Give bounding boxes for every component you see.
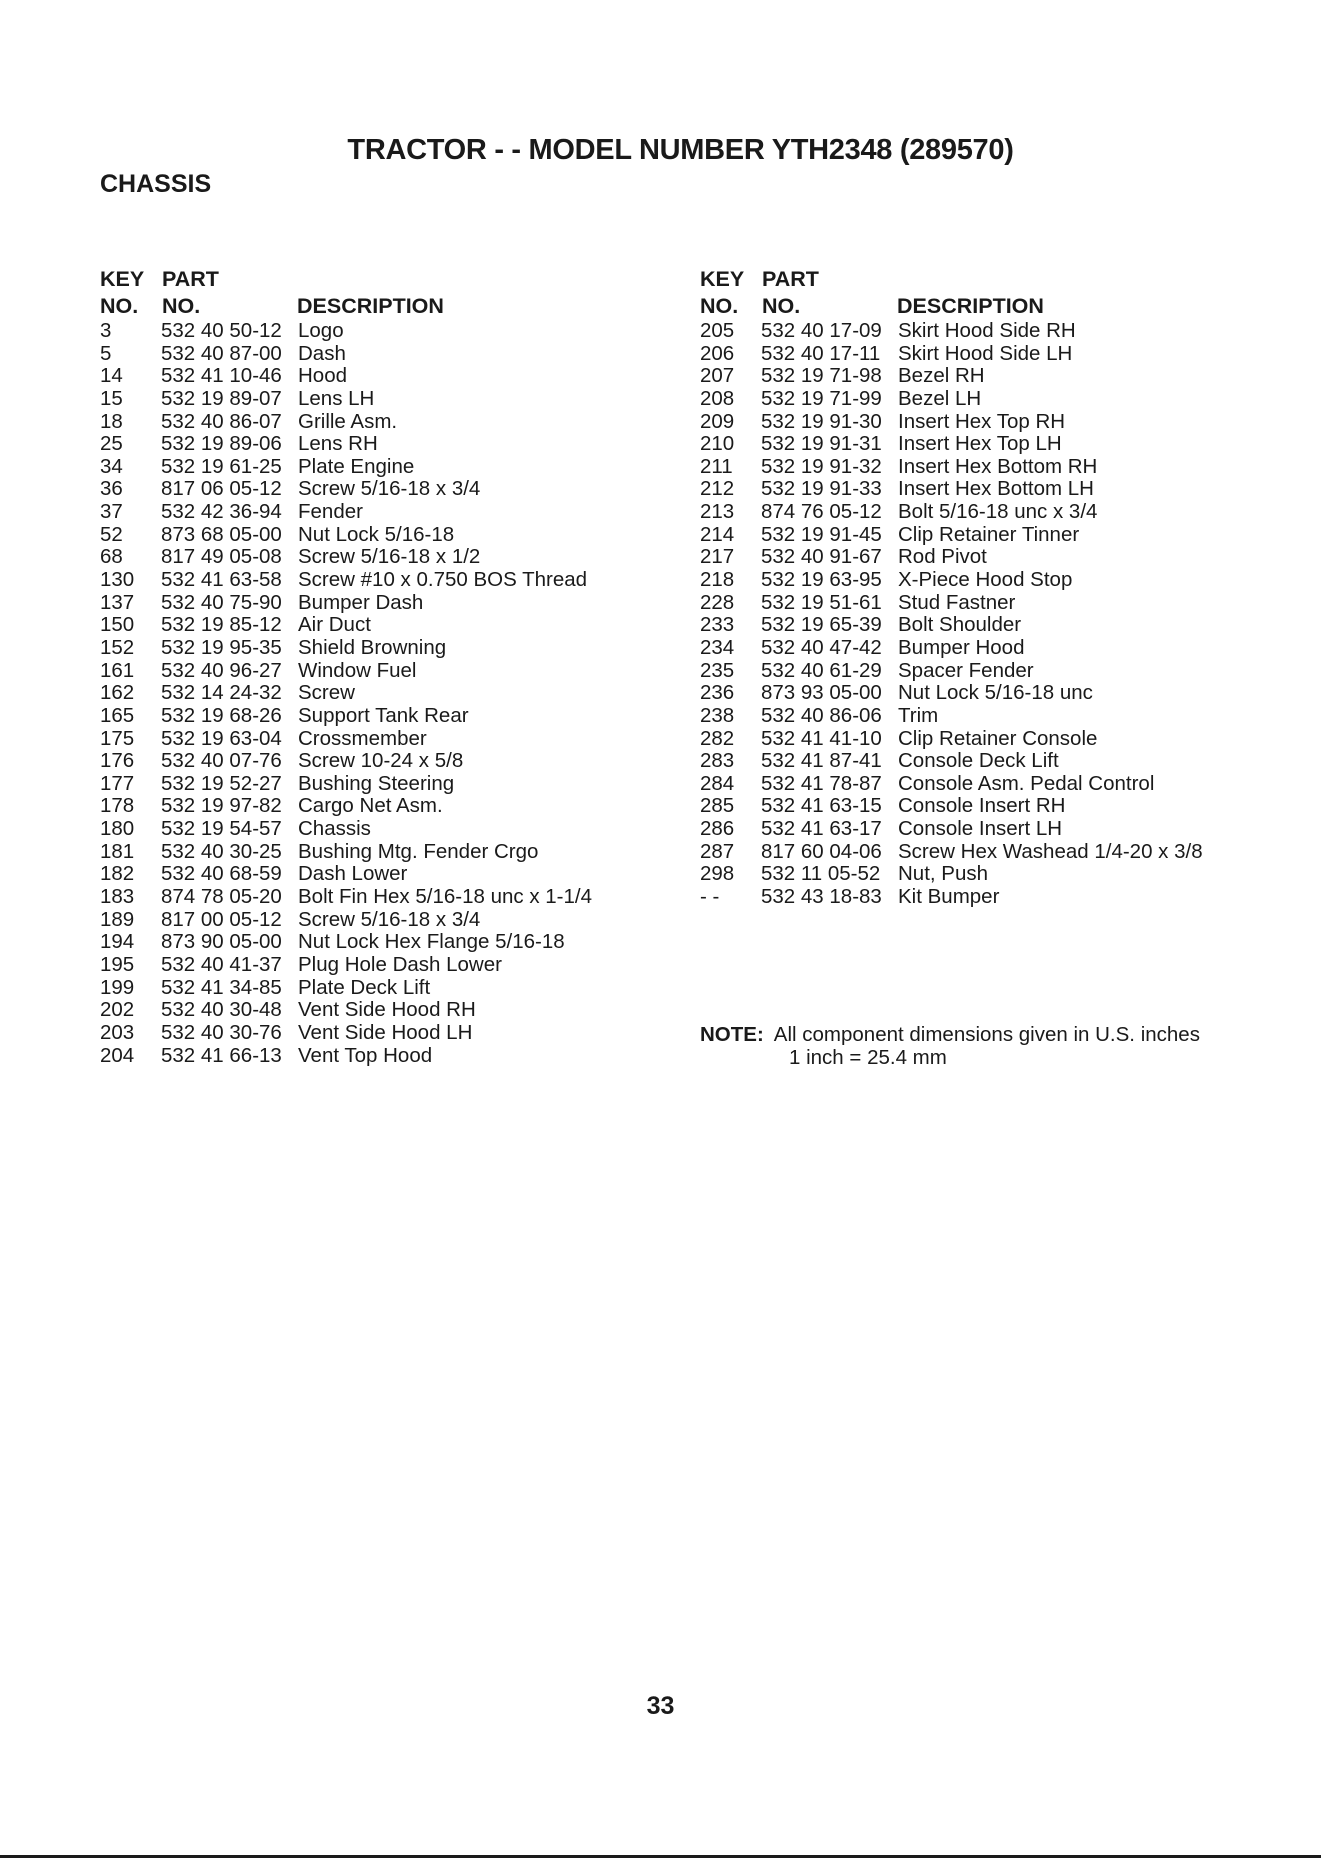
part-number: 532 40 87-00 bbox=[161, 341, 282, 365]
table-row bbox=[700, 886, 1203, 909]
part-description: Hood bbox=[298, 364, 348, 388]
table-row bbox=[100, 411, 592, 434]
part-description: Insert Hex Bottom RH bbox=[898, 454, 1098, 478]
key-number: 175 bbox=[100, 726, 135, 750]
key-number: 213 bbox=[700, 500, 735, 524]
part-number: 532 19 51-61 bbox=[761, 590, 882, 614]
part-description: Console Insert LH bbox=[898, 817, 1063, 841]
table-row bbox=[100, 705, 592, 728]
table-row bbox=[100, 841, 592, 864]
part-number: 532 40 30-25 bbox=[161, 839, 282, 863]
part-description: Bumper Dash bbox=[298, 590, 424, 614]
key-number: 194 bbox=[100, 930, 135, 954]
header-key-line2: NO. bbox=[100, 294, 139, 318]
key-number: 217 bbox=[700, 545, 735, 569]
table-row bbox=[100, 728, 592, 751]
part-number: 532 40 91-67 bbox=[761, 545, 882, 569]
table-row bbox=[700, 728, 1203, 751]
key-number: 68 bbox=[100, 545, 123, 569]
table-row bbox=[700, 773, 1203, 796]
table-row bbox=[100, 592, 592, 615]
key-number: 37 bbox=[100, 500, 123, 524]
key-number: 238 bbox=[700, 703, 735, 727]
key-number: 205 bbox=[700, 319, 735, 342]
table-row bbox=[100, 1045, 592, 1068]
part-number: 532 19 63-04 bbox=[161, 726, 282, 750]
part-description: Screw 5/16-18 x 3/4 bbox=[298, 477, 481, 501]
key-number: - - bbox=[700, 885, 720, 909]
table-row bbox=[100, 433, 592, 456]
table-row bbox=[700, 818, 1203, 841]
part-number: 817 00 05-12 bbox=[161, 907, 282, 931]
part-number: 532 41 41-10 bbox=[761, 726, 882, 750]
part-description: Bezel RH bbox=[898, 364, 985, 388]
table-row bbox=[100, 954, 592, 977]
key-number: 14 bbox=[100, 364, 123, 388]
part-description: Bushing Mtg. Fender Crgo bbox=[298, 839, 539, 863]
part-number: 532 19 91-31 bbox=[761, 432, 882, 456]
part-number: 532 40 17-11 bbox=[761, 341, 881, 365]
part-description: Chassis bbox=[298, 817, 371, 841]
table-row bbox=[700, 841, 1203, 864]
part-number: 532 41 34-85 bbox=[161, 975, 282, 999]
part-description: Clip Retainer Console bbox=[898, 726, 1098, 750]
key-number: 137 bbox=[100, 590, 135, 614]
part-description: Console Insert RH bbox=[898, 794, 1066, 818]
part-number: 817 06 05-12 bbox=[161, 477, 282, 501]
part-description: Spacer Fender bbox=[898, 658, 1034, 682]
part-number: 532 19 63-95 bbox=[761, 568, 882, 592]
part-description: Crossmember bbox=[298, 726, 427, 750]
header-key-line1: KEY bbox=[100, 267, 145, 291]
key-number: 178 bbox=[100, 794, 135, 818]
part-number: 532 19 97-82 bbox=[161, 794, 282, 818]
table-row bbox=[100, 999, 592, 1022]
key-number: 203 bbox=[100, 1020, 135, 1044]
key-number: 152 bbox=[100, 635, 135, 659]
parts-table-right bbox=[700, 266, 1203, 909]
note-label: NOTE: bbox=[700, 1023, 764, 1046]
part-number: 532 41 63-15 bbox=[761, 794, 882, 818]
table-row bbox=[700, 320, 1203, 343]
part-number: 532 41 87-41 bbox=[761, 749, 882, 773]
table-row bbox=[100, 388, 592, 411]
part-number: 532 19 91-33 bbox=[761, 477, 882, 501]
part-number: 532 41 10-46 bbox=[161, 364, 282, 388]
part-number: 532 40 17-09 bbox=[761, 319, 882, 342]
table-row bbox=[100, 660, 592, 683]
part-number: 532 43 18-83 bbox=[761, 885, 882, 909]
table-row bbox=[700, 343, 1203, 366]
table-row bbox=[700, 524, 1203, 547]
header-part-line2: NO. bbox=[762, 294, 801, 318]
note-line2: 1 inch = 25.4 mm bbox=[789, 1045, 947, 1069]
part-number: 532 40 75-90 bbox=[161, 590, 282, 614]
part-number: 532 19 71-98 bbox=[761, 364, 882, 388]
key-number: 208 bbox=[700, 386, 735, 410]
header-key-line1: KEY bbox=[700, 267, 745, 291]
table-row bbox=[700, 433, 1203, 456]
part-number: 532 19 65-39 bbox=[761, 613, 882, 637]
part-number: 532 40 41-37 bbox=[161, 952, 282, 976]
part-description: Air Duct bbox=[298, 613, 371, 637]
part-description: Trim bbox=[898, 703, 939, 727]
part-description: Bolt Fin Hex 5/16-18 unc x 1-1/4 bbox=[298, 885, 592, 909]
table-header bbox=[700, 266, 1203, 320]
part-description: Screw bbox=[298, 681, 355, 705]
key-number: 202 bbox=[100, 998, 135, 1022]
part-number: 532 40 30-76 bbox=[161, 1020, 282, 1044]
part-number: 532 14 24-32 bbox=[161, 681, 282, 705]
key-number: 161 bbox=[100, 658, 135, 682]
part-description: Insert Hex Top RH bbox=[898, 409, 1066, 433]
part-number: 532 40 50-12 bbox=[161, 319, 282, 342]
table-row bbox=[100, 773, 592, 796]
key-number: 183 bbox=[100, 885, 135, 909]
table-row bbox=[700, 660, 1203, 683]
part-number: 817 49 05-08 bbox=[161, 545, 282, 569]
part-description: Bolt 5/16-18 unc x 3/4 bbox=[898, 500, 1098, 524]
table-row bbox=[100, 1022, 592, 1045]
table-row bbox=[100, 909, 592, 932]
part-description: Nut Lock 5/16-18 bbox=[298, 522, 455, 546]
table-row bbox=[700, 795, 1203, 818]
key-number: 286 bbox=[700, 817, 735, 841]
part-number: 532 19 71-99 bbox=[761, 386, 882, 410]
table-row bbox=[100, 569, 592, 592]
part-description: Bumper Hood bbox=[898, 635, 1025, 659]
section-title: CHASSIS bbox=[100, 170, 212, 198]
part-description: Lens RH bbox=[298, 432, 378, 456]
part-description: Support Tank Rear bbox=[298, 703, 469, 727]
key-number: 199 bbox=[100, 975, 135, 999]
part-description: Bezel LH bbox=[898, 386, 982, 410]
key-number: 282 bbox=[700, 726, 735, 750]
part-description: Insert Hex Bottom LH bbox=[898, 477, 1094, 501]
table-row bbox=[100, 886, 592, 909]
part-number: 532 19 95-35 bbox=[161, 635, 282, 659]
part-description: Plate Deck Lift bbox=[298, 975, 431, 999]
part-number: 874 78 05-20 bbox=[161, 885, 282, 909]
part-number: 532 40 61-29 bbox=[761, 658, 882, 682]
part-number: 532 19 89-07 bbox=[161, 386, 282, 410]
table-row bbox=[100, 501, 592, 524]
table-row bbox=[100, 795, 592, 818]
table-row bbox=[100, 750, 592, 773]
part-number: 532 40 86-07 bbox=[161, 409, 282, 433]
part-description: Skirt Hood Side LH bbox=[898, 341, 1073, 365]
part-description: Fender bbox=[298, 500, 363, 524]
table-header bbox=[100, 266, 592, 320]
table-row bbox=[700, 456, 1203, 479]
table-body bbox=[700, 320, 1203, 909]
table-row bbox=[100, 524, 592, 547]
table-row bbox=[100, 546, 592, 569]
part-number: 532 19 61-25 bbox=[161, 454, 282, 478]
part-description: Shield Browning bbox=[298, 635, 447, 659]
part-description: Plug Hole Dash Lower bbox=[298, 952, 502, 976]
key-number: 3 bbox=[100, 319, 112, 342]
header-key-line2: NO. bbox=[700, 294, 739, 318]
part-number: 532 40 96-27 bbox=[161, 658, 282, 682]
part-number: 532 19 89-06 bbox=[161, 432, 282, 456]
part-description: Lens LH bbox=[298, 386, 375, 410]
part-number: 532 19 54-57 bbox=[161, 817, 282, 841]
key-number: 15 bbox=[100, 386, 123, 410]
table-row bbox=[700, 863, 1203, 886]
table-row bbox=[100, 818, 592, 841]
part-description: Stud Fastner bbox=[898, 590, 1016, 614]
part-description: Dash bbox=[298, 341, 346, 365]
note-line1 bbox=[700, 1024, 1200, 1047]
part-number: 532 41 66-13 bbox=[161, 1043, 282, 1067]
key-number: 228 bbox=[700, 590, 735, 614]
part-description: Bolt Shoulder bbox=[898, 613, 1022, 637]
part-number: 873 90 05-00 bbox=[161, 930, 282, 954]
header-part-line1: PART bbox=[762, 267, 819, 291]
table-row bbox=[100, 456, 592, 479]
part-description: Screw 10-24 x 5/8 bbox=[298, 749, 464, 773]
table-body bbox=[100, 320, 592, 1067]
bottom-rule bbox=[0, 1855, 1321, 1858]
part-number: 532 19 52-27 bbox=[161, 771, 282, 795]
part-number: 532 19 91-45 bbox=[761, 522, 882, 546]
part-number: 817 60 04-06 bbox=[761, 839, 882, 863]
table-row bbox=[700, 614, 1203, 637]
key-number: 177 bbox=[100, 771, 135, 795]
part-number: 532 11 05-52 bbox=[761, 862, 881, 886]
part-number: 532 41 63-17 bbox=[761, 817, 882, 841]
key-number: 36 bbox=[100, 477, 123, 501]
part-description: Screw Hex Washead 1/4-20 x 3/8 bbox=[898, 839, 1203, 863]
part-description: Screw 5/16-18 x 3/4 bbox=[298, 907, 481, 931]
table-row bbox=[100, 863, 592, 886]
part-number: 532 19 68-26 bbox=[161, 703, 282, 727]
part-number: 532 19 85-12 bbox=[161, 613, 282, 637]
key-number: 176 bbox=[100, 749, 135, 773]
part-number: 532 40 07-76 bbox=[161, 749, 282, 773]
part-description: Clip Retainer Tinner bbox=[898, 522, 1080, 546]
part-number: 532 40 47-42 bbox=[761, 635, 882, 659]
part-description: Skirt Hood Side RH bbox=[898, 319, 1076, 342]
part-number: 532 19 91-30 bbox=[761, 409, 882, 433]
table-row bbox=[700, 478, 1203, 501]
part-number: 532 41 63-58 bbox=[161, 568, 282, 592]
table-row bbox=[700, 388, 1203, 411]
part-description: Grille Asm. bbox=[298, 409, 398, 433]
key-number: 130 bbox=[100, 568, 135, 592]
part-description: Insert Hex Top LH bbox=[898, 432, 1062, 456]
page-title: TRACTOR - - MODEL NUMBER YTH2348 (289570) bbox=[347, 134, 1014, 166]
part-number: 532 41 78-87 bbox=[761, 771, 882, 795]
key-number: 236 bbox=[700, 681, 735, 705]
part-number: 532 40 68-59 bbox=[161, 862, 282, 886]
key-number: 25 bbox=[100, 432, 123, 456]
key-number: 211 bbox=[700, 454, 733, 478]
part-description: Screw #10 x 0.750 BOS Thread bbox=[298, 568, 588, 592]
part-description: Plate Engine bbox=[298, 454, 415, 478]
table-row bbox=[100, 614, 592, 637]
header-part-line1: PART bbox=[162, 267, 219, 291]
table-row bbox=[700, 546, 1203, 569]
part-description: X-Piece Hood Stop bbox=[898, 568, 1073, 592]
table-row bbox=[700, 592, 1203, 615]
note bbox=[700, 1024, 1200, 1069]
key-number: 180 bbox=[100, 817, 135, 841]
table-row bbox=[700, 750, 1203, 773]
key-number: 212 bbox=[700, 477, 735, 501]
key-number: 284 bbox=[700, 771, 735, 795]
table-row bbox=[700, 637, 1203, 660]
part-description: Nut, Push bbox=[898, 862, 989, 886]
table-row bbox=[700, 705, 1203, 728]
table-row bbox=[700, 682, 1203, 705]
key-number: 235 bbox=[700, 658, 735, 682]
key-number: 162 bbox=[100, 681, 135, 705]
part-description: Bushing Steering bbox=[298, 771, 455, 795]
table-row bbox=[100, 931, 592, 954]
part-description: Vent Top Hood bbox=[298, 1043, 433, 1067]
part-number: 532 40 86-06 bbox=[761, 703, 882, 727]
key-number: 34 bbox=[100, 454, 123, 478]
part-description: Kit Bumper bbox=[898, 885, 1000, 909]
key-number: 207 bbox=[700, 364, 735, 388]
part-number: 874 76 05-12 bbox=[761, 500, 882, 524]
part-description: Nut Lock 5/16-18 unc bbox=[898, 681, 1093, 705]
key-number: 5 bbox=[100, 341, 112, 365]
part-description: Console Deck Lift bbox=[898, 749, 1059, 773]
part-description: Vent Side Hood RH bbox=[298, 998, 476, 1022]
key-number: 285 bbox=[700, 794, 735, 818]
part-number: 873 68 05-00 bbox=[161, 522, 282, 546]
table-row bbox=[100, 682, 592, 705]
table-row bbox=[100, 637, 592, 660]
table-row bbox=[700, 569, 1203, 592]
note-text: All component dimensions given in U.S. inches bbox=[773, 1023, 1200, 1046]
parts-table-left bbox=[100, 266, 592, 1067]
part-description: Screw 5/16-18 x 1/2 bbox=[298, 545, 481, 569]
header-description: DESCRIPTION bbox=[897, 294, 1044, 318]
part-number: 532 42 36-94 bbox=[161, 500, 282, 524]
key-number: 218 bbox=[700, 568, 735, 592]
part-number: 532 40 30-48 bbox=[161, 998, 282, 1022]
part-description: Nut Lock Hex Flange 5/16-18 bbox=[298, 930, 565, 954]
key-number: 283 bbox=[700, 749, 735, 773]
key-number: 206 bbox=[700, 341, 735, 365]
part-description: Window Fuel bbox=[298, 658, 417, 682]
key-number: 189 bbox=[100, 907, 135, 931]
key-number: 150 bbox=[100, 613, 135, 637]
key-number: 52 bbox=[100, 522, 123, 546]
table-row bbox=[100, 977, 592, 1000]
table-row bbox=[100, 478, 592, 501]
key-number: 298 bbox=[700, 862, 735, 886]
part-description: Console Asm. Pedal Control bbox=[898, 771, 1155, 795]
key-number: 214 bbox=[700, 522, 735, 546]
key-number: 195 bbox=[100, 952, 135, 976]
key-number: 234 bbox=[700, 635, 735, 659]
part-description: Dash Lower bbox=[298, 862, 408, 886]
part-description: Rod Pivot bbox=[898, 545, 987, 569]
key-number: 287 bbox=[700, 839, 735, 863]
part-description: Cargo Net Asm. bbox=[298, 794, 443, 818]
key-number: 209 bbox=[700, 409, 735, 433]
table-row bbox=[700, 411, 1203, 434]
part-description: Logo bbox=[298, 319, 344, 342]
page-number: 33 bbox=[646, 1692, 675, 1720]
header-part-line2: NO. bbox=[162, 294, 201, 318]
table-row bbox=[700, 365, 1203, 388]
header-description: DESCRIPTION bbox=[297, 294, 444, 318]
key-number: 182 bbox=[100, 862, 135, 886]
key-number: 18 bbox=[100, 409, 123, 433]
key-number: 181 bbox=[100, 839, 135, 863]
key-number: 210 bbox=[700, 432, 735, 456]
part-description: Vent Side Hood LH bbox=[298, 1020, 473, 1044]
table-row bbox=[700, 501, 1203, 524]
key-number: 204 bbox=[100, 1043, 135, 1067]
part-number: 873 93 05-00 bbox=[761, 681, 882, 705]
table-row bbox=[100, 343, 592, 366]
table-row bbox=[100, 365, 592, 388]
key-number: 233 bbox=[700, 613, 735, 637]
part-number: 532 19 91-32 bbox=[761, 454, 882, 478]
table-row bbox=[100, 320, 592, 343]
key-number: 165 bbox=[100, 703, 135, 727]
